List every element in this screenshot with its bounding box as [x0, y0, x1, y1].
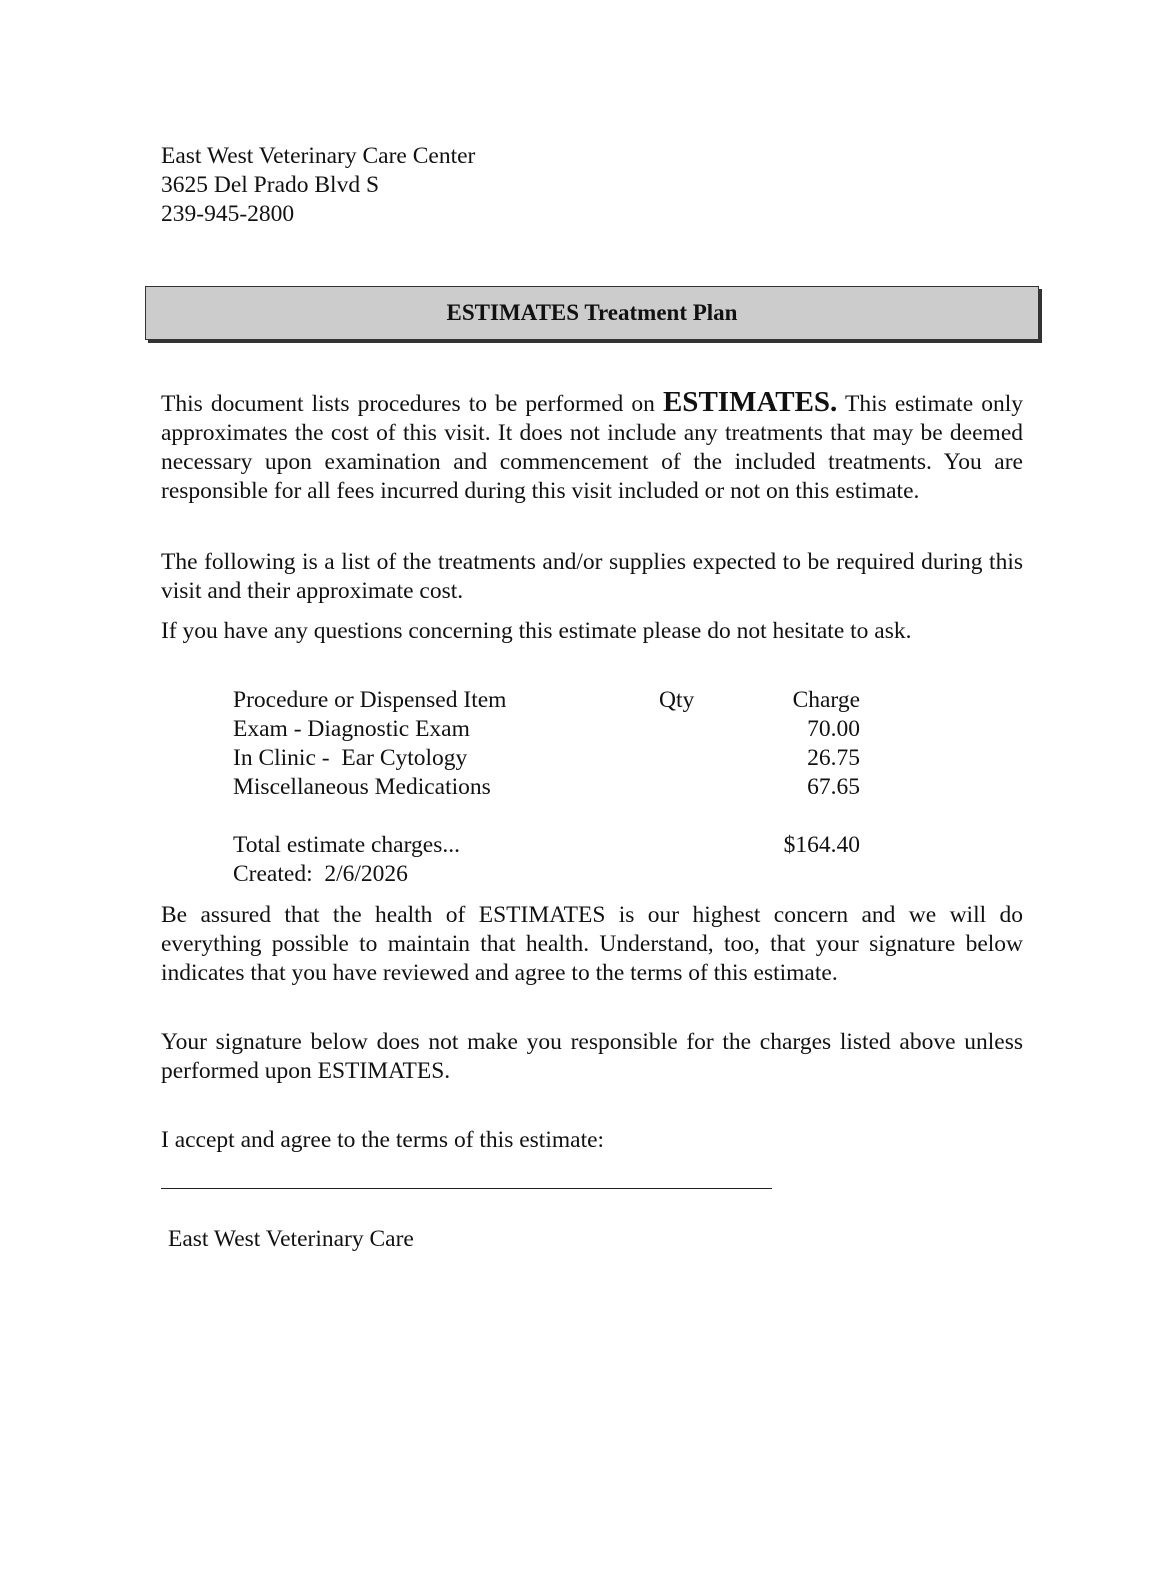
header-qty: Qty [659, 687, 695, 713]
total-label: Total estimate charges... [233, 832, 460, 858]
created-row [233, 860, 863, 889]
clinic-name: East West Veterinary Care Center [161, 143, 476, 169]
assurance-paragraph: Be assured that the health of ESTIMATES is our highest concern and we will do everything possible to maintain that health. Understand, too, that your signature below indicates that you have reviewed and agree to the terms of this estimate. [161, 902, 1023, 986]
estimate-table [233, 686, 863, 889]
list-intro-paragraph: The following is a list of the treatments and/or supplies expected to be required during this visit and their approximate cost. [161, 549, 1023, 604]
signature-line[interactable] [161, 1188, 772, 1189]
title-banner [145, 286, 1039, 340]
header-charge: Charge [792, 687, 860, 713]
signature-org: East West Veterinary Care [168, 1226, 414, 1252]
table-row [233, 715, 863, 744]
page-title: ESTIMATES Treatment Plan [446, 300, 738, 325]
row-item: In Clinic - Ear Cytology [233, 745, 468, 771]
row-charge: 70.00 [807, 716, 860, 742]
created-date: Created: 2/6/2026 [233, 861, 408, 887]
row-charge: 67.65 [807, 774, 860, 800]
intro-paragraph [161, 388, 1023, 506]
intro-text-2: This estimate only approximates the cost of this visit. It does not include any treatments that may be deemed necessary upon examination and commencement of the included treatments. You are responsible for all fees incurred during this visit included or not on this estimate. [161, 391, 1024, 504]
header-item: Procedure or Dispensed Item [233, 687, 507, 713]
patient-name: ESTIMATES. [662, 386, 838, 418]
clinic-address: 3625 Del Prado Blvd S [161, 172, 380, 198]
intro-text-1: This document lists procedures to be performed on [161, 391, 663, 417]
row-charge: 26.75 [807, 745, 860, 771]
total-value: $164.40 [783, 832, 860, 858]
table-header-row [233, 686, 863, 715]
clinic-phone: 239-945-2800 [161, 201, 295, 227]
clinic-address-block [161, 142, 475, 229]
table-row [233, 744, 863, 773]
responsibility-paragraph: Your signature below does not make you responsible for the charges listed above unless performed upon ESTIMATES. [161, 1029, 1023, 1084]
row-item: Miscellaneous Medications [233, 774, 491, 800]
table-row [233, 773, 863, 802]
row-item: Exam - Diagnostic Exam [233, 716, 470, 742]
total-row [233, 831, 863, 860]
questions-paragraph: If you have any questions concerning this estimate please do not hesitate to ask. [161, 618, 912, 644]
accept-statement: I accept and agree to the terms of this estimate: [161, 1127, 605, 1153]
